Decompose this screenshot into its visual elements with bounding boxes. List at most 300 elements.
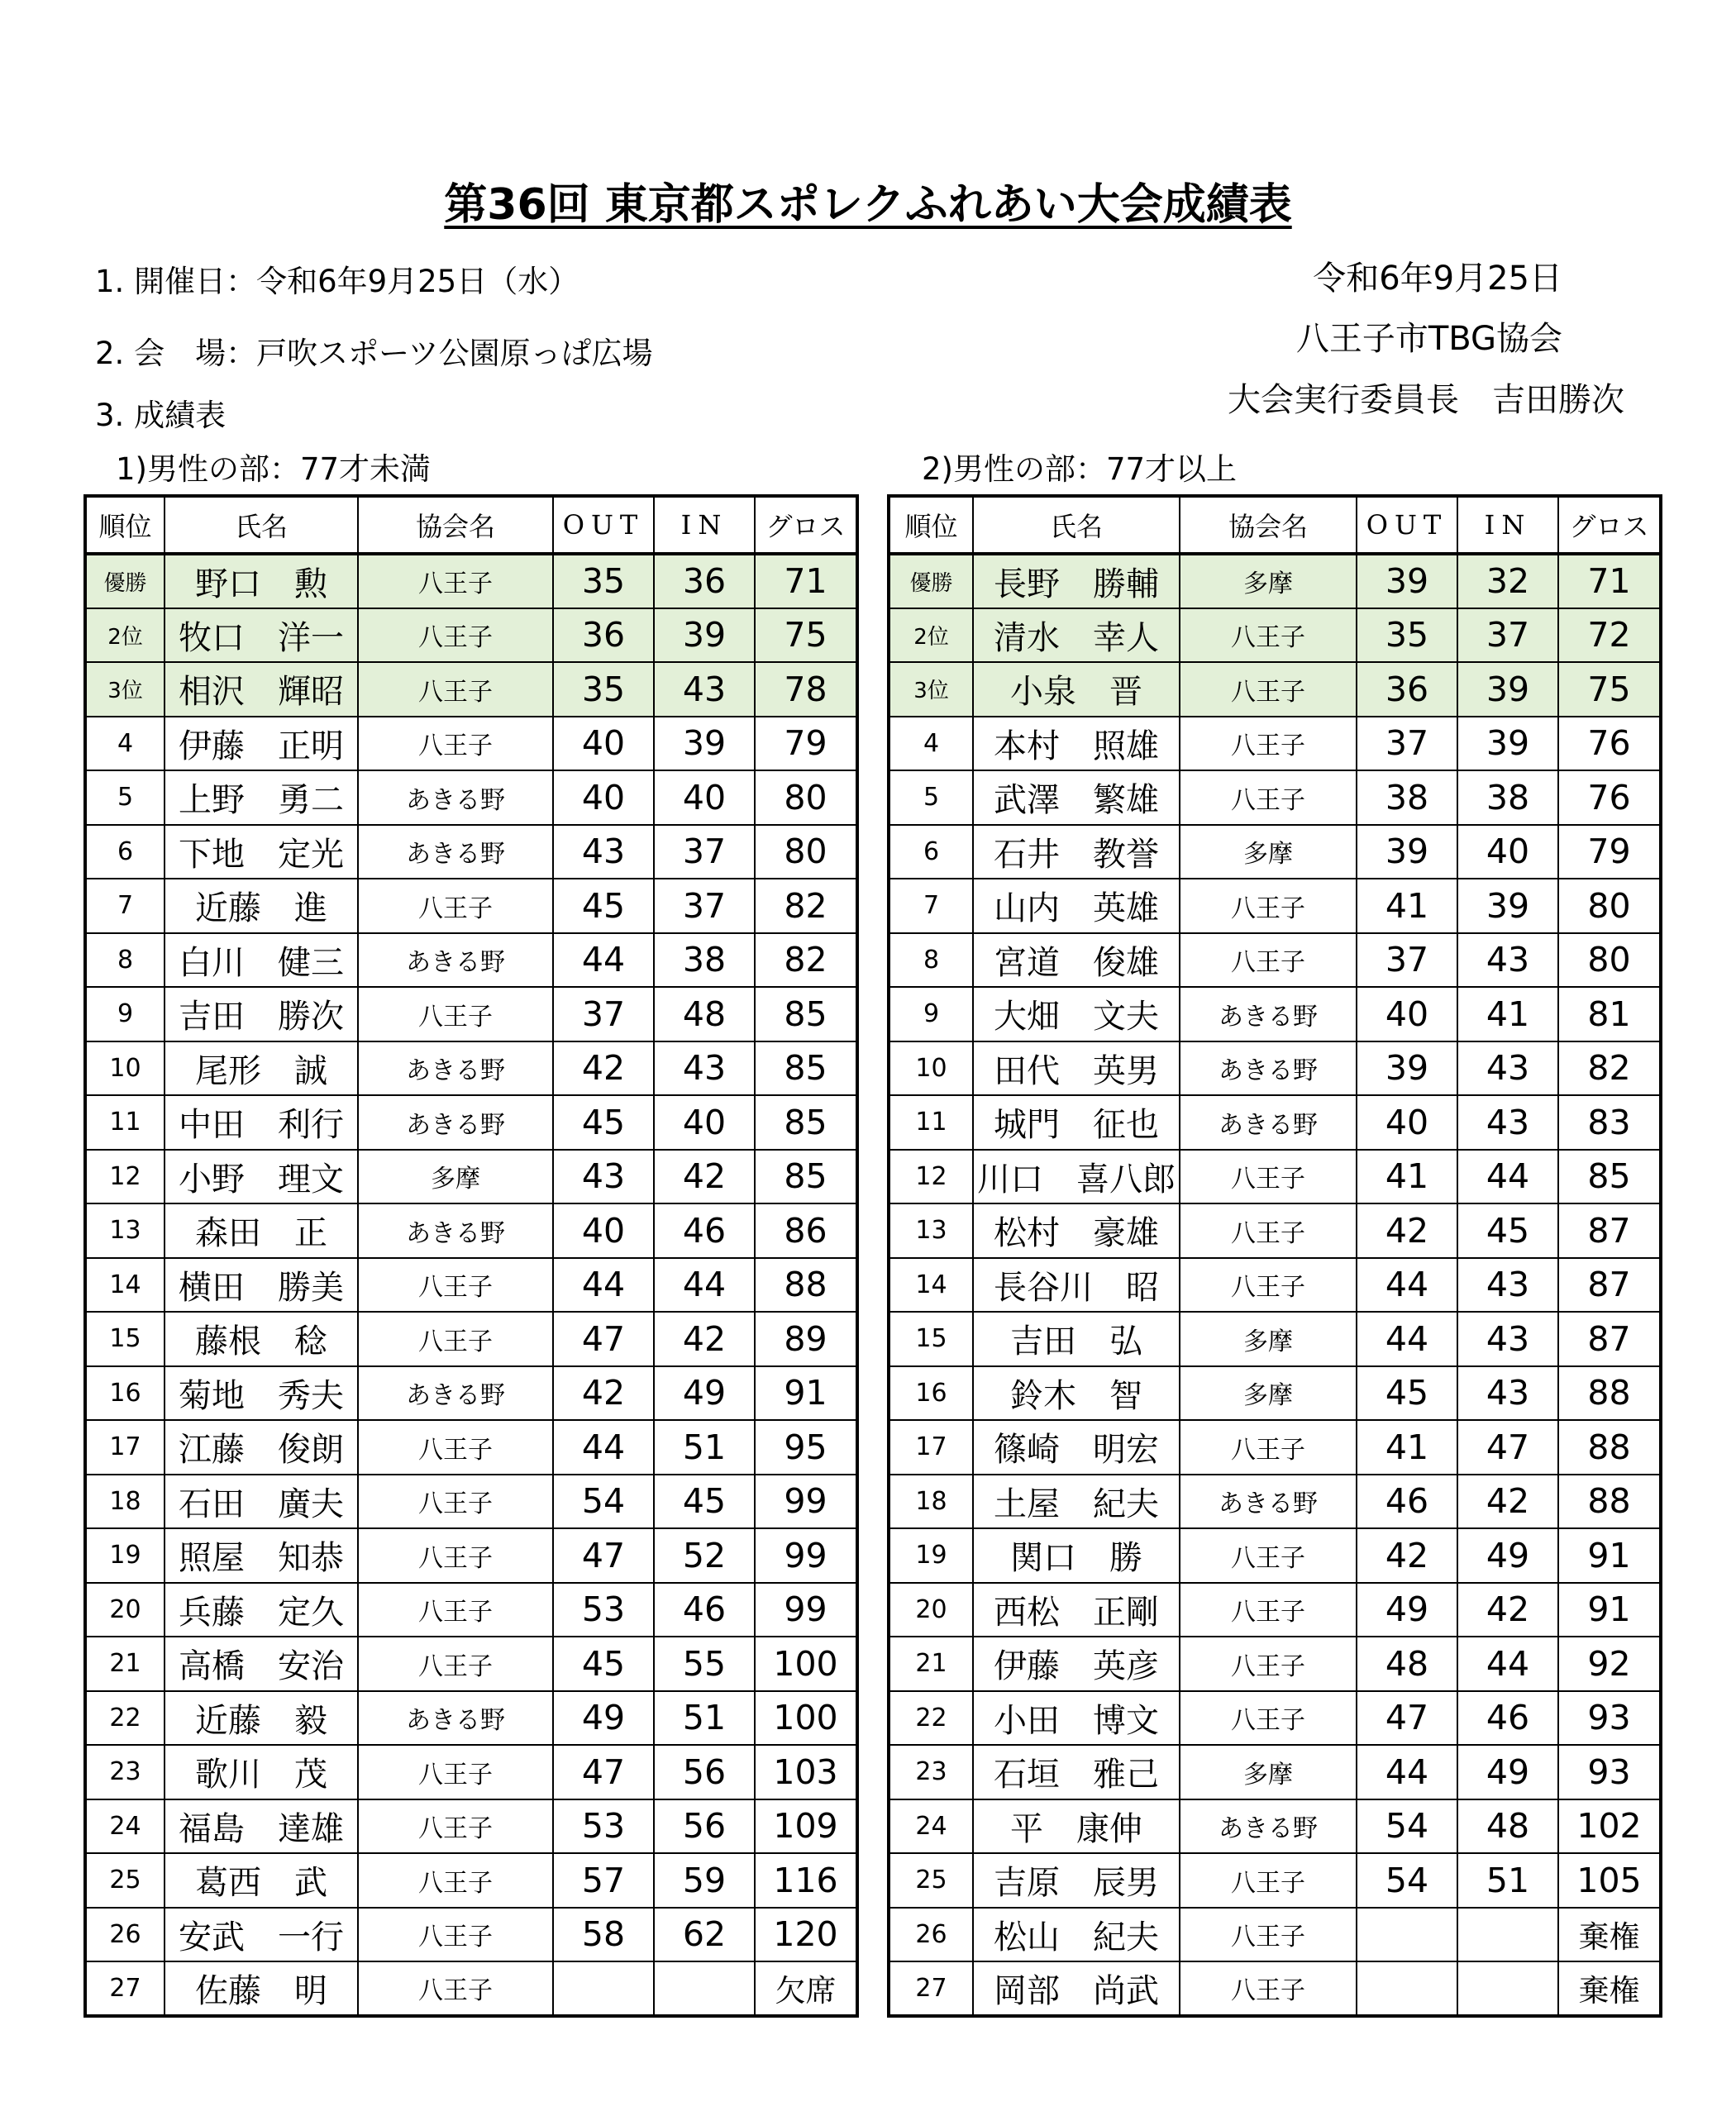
association-cell: 八王子 [1180, 1203, 1357, 1258]
out-score-cell: 45 [553, 1095, 654, 1150]
name-cell: 小野 理文 [165, 1150, 358, 1204]
header-association: 協会名 [1180, 496, 1357, 554]
table-row [85, 1961, 857, 2016]
name-cell: 平 康伸 [973, 1799, 1180, 1854]
name-cell: 宮道 俊雄 [973, 933, 1180, 988]
table-row [85, 1095, 857, 1150]
gross-score-cell: 99 [755, 1583, 857, 1637]
out-score-cell: 44 [553, 1258, 654, 1313]
in-score-cell: 38 [1457, 770, 1558, 825]
in-score-cell: 46 [654, 1583, 755, 1637]
rank-cell: 2位 [889, 608, 973, 663]
in-score-cell: 39 [1457, 717, 1558, 771]
in-score-cell: 39 [654, 608, 755, 663]
gross-score-cell: 89 [755, 1312, 857, 1366]
table-row [85, 1691, 857, 1746]
gross-score-cell: 80 [1558, 933, 1661, 988]
gross-score-cell: 105 [1558, 1853, 1661, 1908]
issuer-association: 八王子市TBG協会 [1295, 320, 1562, 358]
rank-cell: 8 [889, 933, 973, 988]
out-score-cell: 35 [553, 554, 654, 608]
table-row [889, 770, 1661, 825]
out-score-cell [553, 1961, 654, 2016]
association-cell: 八王子 [1180, 1258, 1357, 1313]
rank-cell: 25 [85, 1853, 165, 1908]
out-score-cell: 40 [553, 1203, 654, 1258]
table-row [889, 1853, 1661, 1908]
rank-cell: 18 [85, 1475, 165, 1529]
association-cell: 八王子 [358, 1583, 553, 1637]
table-row [889, 1312, 1661, 1366]
rank-cell: 14 [85, 1258, 165, 1313]
in-score-cell: 55 [654, 1637, 755, 1691]
table-row [85, 1258, 857, 1313]
table-row [889, 879, 1661, 933]
rank-cell: 23 [85, 1745, 165, 1799]
name-cell: 武澤 繁雄 [973, 770, 1180, 825]
name-cell: 上野 勇二 [165, 770, 358, 825]
gross-score-cell: 85 [755, 1041, 857, 1096]
association-cell: 八王子 [358, 987, 553, 1041]
division-1-label: 1)男性の部：77才未満 [116, 451, 432, 487]
in-score-cell: 37 [654, 825, 755, 879]
name-cell: 長谷川 昭 [973, 1258, 1180, 1313]
rank-cell: 20 [85, 1583, 165, 1637]
in-score-cell: 44 [654, 1258, 755, 1313]
out-score-cell: 45 [553, 879, 654, 933]
rank-cell: 4 [889, 717, 973, 771]
name-cell: 篠崎 明宏 [973, 1420, 1180, 1475]
out-score-cell: 40 [553, 717, 654, 771]
out-score-cell: 53 [553, 1799, 654, 1854]
name-cell: 石垣 雅己 [973, 1745, 1180, 1799]
gross-score-cell: 83 [1558, 1095, 1661, 1150]
association-cell: あきる野 [358, 933, 553, 988]
in-score-cell: 42 [654, 1150, 755, 1204]
association-cell: 八王子 [358, 662, 553, 717]
out-score-cell: 54 [1357, 1853, 1457, 1908]
rank-cell: 12 [85, 1150, 165, 1204]
table-row [889, 1366, 1661, 1421]
title-text: 第36回 東京都スポレクふれあい大会成績表 [444, 180, 1292, 230]
gross-score-cell: 116 [755, 1853, 857, 1908]
in-score-cell: 51 [654, 1691, 755, 1746]
table-row [85, 770, 857, 825]
table-row [889, 1799, 1661, 1854]
in-score-cell: 40 [1457, 825, 1558, 879]
name-cell: 安武 一行 [165, 1908, 358, 1962]
association-cell: 多摩 [1180, 554, 1357, 608]
out-score-cell: 44 [553, 933, 654, 988]
in-score-cell: 51 [1457, 1853, 1558, 1908]
table-row [85, 1366, 857, 1421]
header-row [889, 496, 1661, 554]
name-cell: 伊藤 英彦 [973, 1637, 1180, 1691]
name-cell: 佐藤 明 [165, 1961, 358, 2016]
table-row [85, 1041, 857, 1096]
name-cell: 下地 定光 [165, 825, 358, 879]
name-cell: 川口 喜八郎 [973, 1150, 1180, 1204]
results-heading: 3. 成績表 [95, 398, 227, 433]
rank-cell: 6 [889, 825, 973, 879]
gross-score-cell: 109 [755, 1799, 857, 1854]
name-cell: 森田 正 [165, 1203, 358, 1258]
rank-cell: 6 [85, 825, 165, 879]
out-score-cell: 49 [553, 1691, 654, 1746]
out-score-cell: 36 [1357, 662, 1457, 717]
table-row [85, 933, 857, 988]
gross-score-cell: 71 [1558, 554, 1661, 608]
in-score-cell: 44 [1457, 1150, 1558, 1204]
in-score-cell: 43 [1457, 1366, 1558, 1421]
table-row [889, 662, 1661, 717]
rank-cell: 4 [85, 717, 165, 771]
rank-cell: 15 [85, 1312, 165, 1366]
table-row [85, 1312, 857, 1366]
in-score-cell: 43 [1457, 1095, 1558, 1150]
out-score-cell: 39 [1357, 825, 1457, 879]
out-score-cell: 44 [1357, 1312, 1457, 1366]
association-cell: あきる野 [358, 770, 553, 825]
table-row [85, 1420, 857, 1475]
in-score-cell: 43 [654, 1041, 755, 1096]
association-cell: 八王子 [358, 1420, 553, 1475]
association-cell: 八王子 [1180, 1637, 1357, 1691]
association-cell: 八王子 [358, 1258, 553, 1313]
association-cell: あきる野 [1180, 1799, 1357, 1854]
rank-cell: 9 [889, 987, 973, 1041]
name-cell: 伊藤 正明 [165, 717, 358, 771]
name-cell: 鈴木 智 [973, 1366, 1180, 1421]
name-cell: 歌川 茂 [165, 1745, 358, 1799]
association-cell: あきる野 [358, 1691, 553, 1746]
gross-score-cell: 99 [755, 1528, 857, 1583]
rank-cell: 17 [85, 1420, 165, 1475]
association-cell: 八王子 [358, 1961, 553, 2016]
out-score-cell: 40 [1357, 1095, 1457, 1150]
out-score-cell: 47 [553, 1528, 654, 1583]
table-row [889, 554, 1661, 608]
table-row [85, 1637, 857, 1691]
gross-score-cell: 棄権 [1558, 1908, 1661, 1962]
in-score-cell: 56 [654, 1745, 755, 1799]
out-score-cell: 41 [1357, 1150, 1457, 1204]
out-score-cell: 41 [1357, 879, 1457, 933]
name-cell: 松村 豪雄 [973, 1203, 1180, 1258]
name-cell: 小田 博文 [973, 1691, 1180, 1746]
in-score-cell: 46 [1457, 1691, 1558, 1746]
results-table-77-plus [887, 494, 1662, 2018]
in-score-cell: 43 [1457, 933, 1558, 988]
rank-cell: 18 [889, 1475, 973, 1529]
gross-score-cell: 88 [1558, 1366, 1661, 1421]
out-score-cell: 39 [1357, 1041, 1457, 1096]
in-score-cell: 39 [1457, 879, 1558, 933]
out-score-cell: 42 [1357, 1528, 1457, 1583]
rank-cell: 24 [85, 1799, 165, 1854]
rank-cell: 12 [889, 1150, 973, 1204]
rank-cell: 21 [85, 1637, 165, 1691]
association-cell: 多摩 [1180, 1366, 1357, 1421]
table-row [889, 1203, 1661, 1258]
rank-cell: 23 [889, 1745, 973, 1799]
table-row [85, 1203, 857, 1258]
association-cell: あきる野 [1180, 1095, 1357, 1150]
name-cell: 土屋 紀夫 [973, 1475, 1180, 1529]
rank-cell: 13 [85, 1203, 165, 1258]
gross-score-cell: 80 [755, 770, 857, 825]
out-score-cell: 35 [1357, 608, 1457, 663]
event-venue: 2. 会 場：戸吹スポーツ公園原っぱ広場 [95, 336, 653, 371]
header-name: 氏名 [973, 496, 1180, 554]
rank-cell: 19 [85, 1528, 165, 1583]
association-cell: 八王子 [1180, 608, 1357, 663]
gross-score-cell: 93 [1558, 1745, 1661, 1799]
in-score-cell: 49 [654, 1366, 755, 1421]
association-cell: 多摩 [358, 1150, 553, 1204]
gross-score-cell: 87 [1558, 1258, 1661, 1313]
rank-cell: 優勝 [889, 554, 973, 608]
gross-score-cell: 80 [755, 825, 857, 879]
rank-cell: 24 [889, 1799, 973, 1854]
gross-score-cell: 120 [755, 1908, 857, 1962]
association-cell: あきる野 [358, 1366, 553, 1421]
out-score-cell: 39 [1357, 554, 1457, 608]
out-score-cell [1357, 1908, 1457, 1962]
out-score-cell: 43 [553, 825, 654, 879]
association-cell: 八王子 [358, 1312, 553, 1366]
rank-cell: 22 [85, 1691, 165, 1746]
association-cell: あきる野 [1180, 1041, 1357, 1096]
table-row [85, 608, 857, 663]
out-score-cell: 42 [553, 1366, 654, 1421]
header-gross: グロス [755, 496, 857, 554]
gross-score-cell: 92 [1558, 1637, 1661, 1691]
table-row [85, 879, 857, 933]
in-score-cell: 49 [1457, 1528, 1558, 1583]
association-cell: 八王子 [1180, 1420, 1357, 1475]
in-score-cell: 62 [654, 1908, 755, 1962]
in-score-cell: 45 [1457, 1203, 1558, 1258]
table-row [85, 717, 857, 771]
name-cell: 菊地 秀夫 [165, 1366, 358, 1421]
name-cell: 石田 廣夫 [165, 1475, 358, 1529]
in-score-cell: 37 [654, 879, 755, 933]
rank-cell: 26 [85, 1908, 165, 1962]
gross-score-cell: 95 [755, 1420, 857, 1475]
gross-score-cell: 79 [1558, 825, 1661, 879]
out-score-cell: 44 [1357, 1745, 1457, 1799]
rank-cell: 19 [889, 1528, 973, 1583]
in-score-cell: 51 [654, 1420, 755, 1475]
name-cell: 近藤 毅 [165, 1691, 358, 1746]
table-row [85, 1745, 857, 1799]
name-cell: 照屋 知恭 [165, 1528, 358, 1583]
table-row [889, 1095, 1661, 1150]
gross-score-cell: 79 [755, 717, 857, 771]
association-cell: 八王子 [1180, 1691, 1357, 1746]
rank-cell: 3位 [85, 662, 165, 717]
in-score-cell: 39 [1457, 662, 1558, 717]
name-cell: 高橋 安治 [165, 1637, 358, 1691]
out-score-cell: 44 [1357, 1258, 1457, 1313]
out-score-cell: 37 [1357, 933, 1457, 988]
association-cell: 八王子 [358, 554, 553, 608]
out-score-cell: 37 [1357, 717, 1457, 771]
rank-cell: 16 [889, 1366, 973, 1421]
table-row [85, 662, 857, 717]
in-score-cell: 32 [1457, 554, 1558, 608]
out-score-cell: 54 [1357, 1799, 1457, 1854]
name-cell: 兵藤 定久 [165, 1583, 358, 1637]
name-cell: 山内 英雄 [973, 879, 1180, 933]
gross-score-cell: 100 [755, 1637, 857, 1691]
association-cell: 多摩 [1180, 1745, 1357, 1799]
in-score-cell: 46 [654, 1203, 755, 1258]
header-name: 氏名 [165, 496, 358, 554]
table-row [889, 1420, 1661, 1475]
division-2-label: 2)男性の部：77才以上 [922, 451, 1238, 487]
gross-score-cell: 78 [755, 662, 857, 717]
rank-cell: 5 [85, 770, 165, 825]
name-cell: 白川 健三 [165, 933, 358, 988]
header-in: IN [654, 496, 755, 554]
gross-score-cell: 82 [755, 933, 857, 988]
rank-cell: 17 [889, 1420, 973, 1475]
name-cell: 横田 勝美 [165, 1258, 358, 1313]
rank-cell: 7 [85, 879, 165, 933]
gross-score-cell: 102 [1558, 1799, 1661, 1854]
gross-score-cell: 欠席 [755, 1961, 857, 2016]
gross-score-cell: 91 [1558, 1583, 1661, 1637]
name-cell: 相沢 輝昭 [165, 662, 358, 717]
out-score-cell: 42 [1357, 1203, 1457, 1258]
out-score-cell [1357, 1961, 1457, 2016]
rank-cell: 10 [889, 1041, 973, 1096]
in-score-cell [1457, 1961, 1558, 2016]
issue-date: 令和6年9月25日 [1313, 260, 1562, 298]
gross-score-cell: 87 [1558, 1203, 1661, 1258]
table-row [889, 1528, 1661, 1583]
rank-cell: 16 [85, 1366, 165, 1421]
association-cell: 八王子 [1180, 879, 1357, 933]
rank-cell: 20 [889, 1583, 973, 1637]
name-cell: 松山 紀夫 [973, 1908, 1180, 1962]
association-cell: あきる野 [358, 1203, 553, 1258]
table-row [889, 1258, 1661, 1313]
out-score-cell: 35 [553, 662, 654, 717]
table-row [85, 1583, 857, 1637]
in-score-cell: 42 [1457, 1583, 1558, 1637]
name-cell: 本村 照雄 [973, 717, 1180, 771]
rank-cell: 優勝 [85, 554, 165, 608]
header-rank: 順位 [889, 496, 973, 554]
gross-score-cell: 82 [1558, 1041, 1661, 1096]
in-score-cell: 36 [654, 554, 755, 608]
in-score-cell: 37 [1457, 608, 1558, 663]
gross-score-cell: 86 [755, 1203, 857, 1258]
out-score-cell: 40 [553, 770, 654, 825]
header-out: OUT [1357, 496, 1457, 554]
name-cell: 近藤 進 [165, 879, 358, 933]
table-row [85, 1799, 857, 1854]
association-cell: 八王子 [1180, 1583, 1357, 1637]
association-cell: 八王子 [1180, 1528, 1357, 1583]
gross-score-cell: 85 [1558, 1150, 1661, 1204]
association-cell: 八王子 [358, 1853, 553, 1908]
gross-score-cell: 88 [755, 1258, 857, 1313]
rank-cell: 7 [889, 879, 973, 933]
out-score-cell: 45 [553, 1637, 654, 1691]
gross-score-cell: 76 [1558, 770, 1661, 825]
name-cell: 清水 幸人 [973, 608, 1180, 663]
gross-score-cell: 88 [1558, 1420, 1661, 1475]
association-cell: 八王子 [358, 1475, 553, 1529]
association-cell: あきる野 [1180, 987, 1357, 1041]
out-score-cell: 44 [553, 1420, 654, 1475]
gross-score-cell: 72 [1558, 608, 1661, 663]
rank-cell: 14 [889, 1258, 973, 1313]
rank-cell: 5 [889, 770, 973, 825]
association-cell: 八王子 [358, 1799, 553, 1854]
gross-score-cell: 88 [1558, 1475, 1661, 1529]
table-row [85, 1853, 857, 1908]
name-cell: 西松 正剛 [973, 1583, 1180, 1637]
in-score-cell: 42 [654, 1312, 755, 1366]
name-cell: 牧口 洋一 [165, 608, 358, 663]
in-score-cell: 40 [654, 1095, 755, 1150]
name-cell: 城門 征也 [973, 1095, 1180, 1150]
name-cell: 岡部 尚武 [973, 1961, 1180, 2016]
gross-score-cell: 75 [755, 608, 857, 663]
association-cell: 多摩 [1180, 825, 1357, 879]
name-cell: 吉田 弘 [973, 1312, 1180, 1366]
out-score-cell: 54 [553, 1475, 654, 1529]
rank-cell: 25 [889, 1853, 973, 1908]
results-table-under-77 [83, 494, 859, 2018]
gross-score-cell: 87 [1558, 1312, 1661, 1366]
table-row [85, 554, 857, 608]
table-row [889, 1583, 1661, 1637]
table-row [889, 1041, 1661, 1096]
out-score-cell: 40 [1357, 987, 1457, 1041]
table-row [889, 717, 1661, 771]
out-score-cell: 38 [1357, 770, 1457, 825]
gross-score-cell: 75 [1558, 662, 1661, 717]
rank-cell: 2位 [85, 608, 165, 663]
in-score-cell: 48 [1457, 1799, 1558, 1854]
association-cell: あきる野 [358, 1095, 553, 1150]
name-cell: 石井 教誉 [973, 825, 1180, 879]
name-cell: 尾形 誠 [165, 1041, 358, 1096]
name-cell: 大畑 文夫 [973, 987, 1180, 1041]
association-cell: 八王子 [1180, 662, 1357, 717]
out-score-cell: 36 [553, 608, 654, 663]
table-row [85, 1150, 857, 1204]
in-score-cell: 39 [654, 717, 755, 771]
gross-score-cell: 85 [755, 1150, 857, 1204]
name-cell: 吉原 辰男 [973, 1853, 1180, 1908]
gross-score-cell: 91 [755, 1366, 857, 1421]
out-score-cell: 46 [1357, 1475, 1457, 1529]
gross-score-cell: 76 [1558, 717, 1661, 771]
table-row [889, 825, 1661, 879]
table-row [889, 933, 1661, 988]
gross-score-cell: 85 [755, 987, 857, 1041]
name-cell: 葛西 武 [165, 1853, 358, 1908]
issuer-chair: 大会実行委員長 吉田勝次 [1228, 381, 1624, 419]
name-cell: 関口 勝 [973, 1528, 1180, 1583]
